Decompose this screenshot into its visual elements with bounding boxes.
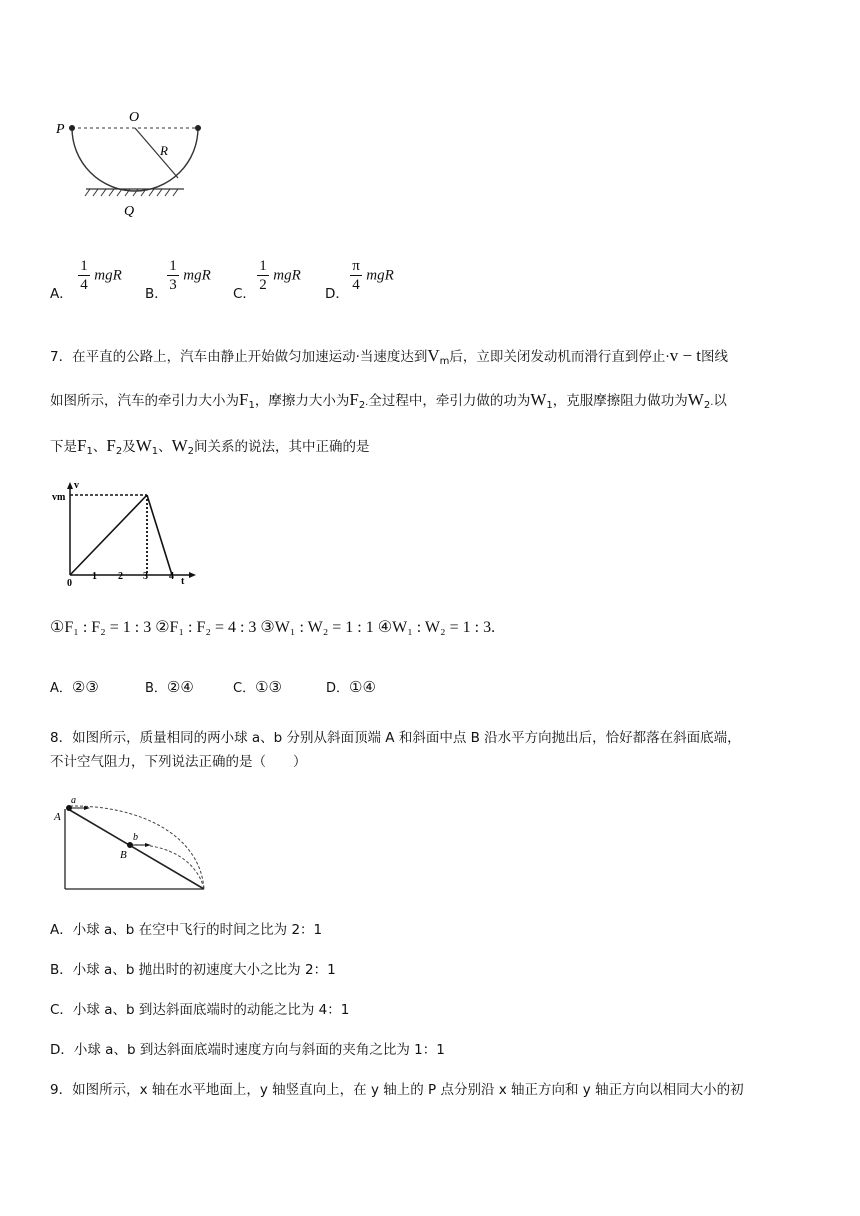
q7-option-c: C．①③ <box>233 680 282 696</box>
radius-line <box>135 128 178 178</box>
point-right <box>195 125 201 131</box>
label-o: O <box>129 110 140 125</box>
tick-4: 4 <box>169 571 174 582</box>
point-p <box>69 125 75 131</box>
semicircle-arc <box>72 128 198 191</box>
tick-2: 2 <box>118 571 123 582</box>
q6-option-b-fraction: $\frac{1}{3}$ mgR <box>167 258 211 293</box>
q6-option-d-fraction: $\frac{\pi}{4}$ mgR <box>350 258 394 293</box>
q6-option-c-label: C． <box>233 286 256 302</box>
ground-hatch <box>85 189 178 196</box>
tick-3: 3 <box>143 571 148 582</box>
q6-option-b-label: B． <box>145 286 168 302</box>
accel-line <box>70 495 147 575</box>
tick-0: 0 <box>67 578 72 588</box>
q8-option-b: B．小球 a、b 抛出时的初速度大小之比为 2：1 <box>50 962 336 978</box>
q8-option-c: C．小球 a、b 到达斜面底端时的动能之比为 4：1 <box>50 1002 350 1018</box>
label-q: Q <box>124 204 135 219</box>
v-label: v <box>74 480 79 491</box>
q7-option-b: B．②④ <box>145 680 194 696</box>
q8-line-2: 不计空气阻力，下列说法正确的是（ ） <box>50 754 307 770</box>
q7-line-2: 如图所示，汽车的牵引力大小为$F_1$，摩擦力大小为$F_{2\cdot}$全过程中，牵引力做的功为$W_1$，克服摩擦阻力做功为$W_{2\cdot}$以 <box>50 390 727 411</box>
label-a-big: A <box>54 811 61 823</box>
t-label: t <box>181 576 185 587</box>
q6-option-c-fraction: $\frac{1}{2}$ mgR <box>257 258 301 293</box>
q9-line-1: 9．如图所示，x 轴在水平地面上，y 轴竖直向上，在 y 轴上的 P 点分别沿 x 轴正方向和 y 轴正方向以相同大小的初 <box>50 1082 744 1098</box>
vm-label: vm <box>52 492 66 503</box>
q6-option-d-label: D． <box>325 286 349 302</box>
incline-slope <box>68 809 204 889</box>
q8-option-d: D．小球 a、b 到达斜面底端时速度方向与斜面的夹角之比为 1：1 <box>50 1042 445 1058</box>
q8-option-a: A．小球 a、b 在空中飞行的时间之比为 2：1 <box>50 922 323 938</box>
v-axis-arrow <box>67 482 73 489</box>
label-b-small: b <box>133 832 138 843</box>
q7-line-3: 下是$F_1$、$F_2$及$W_1$、$W_2$间关系的说法，其中正确的是 <box>50 436 370 457</box>
q7-option-a: A．②③ <box>50 680 99 696</box>
bowl-figure <box>50 108 220 220</box>
label-p: P <box>56 122 65 137</box>
tick-1: 1 <box>92 571 97 582</box>
q7-option-d: D．①④ <box>326 680 376 696</box>
t-axis-arrow <box>189 572 196 578</box>
vt-graph <box>50 478 200 588</box>
label-r: R <box>160 143 168 158</box>
q6-option-a-fraction: $\frac{1}{4}$ mgR <box>78 258 122 293</box>
label-a-small: a <box>71 795 76 806</box>
q8-line-1: 8．如图所示，质量相同的两小球 a、b 分别从斜面顶端 A 和斜面中点 B 沿水平方向抛出后，恰好都落在斜面底端， <box>50 730 741 746</box>
q6-option-a-label: A． <box>50 286 73 302</box>
q7-statements: ①F₁ : F₂ = 1 : 3 ②F₁ : F₂ = 4 : 3 ③W₁ : W₂ = 1 : 1 ④W₁ : W₂ = 1 : 3. <box>50 619 496 636</box>
q7-line-1: 7．在平直的公路上，汽车由静止开始做匀加速运动·当速度达到$V_m$后，立即关闭发动机而滑行直到停止·v − t图线 <box>50 346 729 367</box>
incline-figure <box>50 795 220 900</box>
decel-line <box>147 495 172 575</box>
label-b-big: B <box>120 849 127 861</box>
